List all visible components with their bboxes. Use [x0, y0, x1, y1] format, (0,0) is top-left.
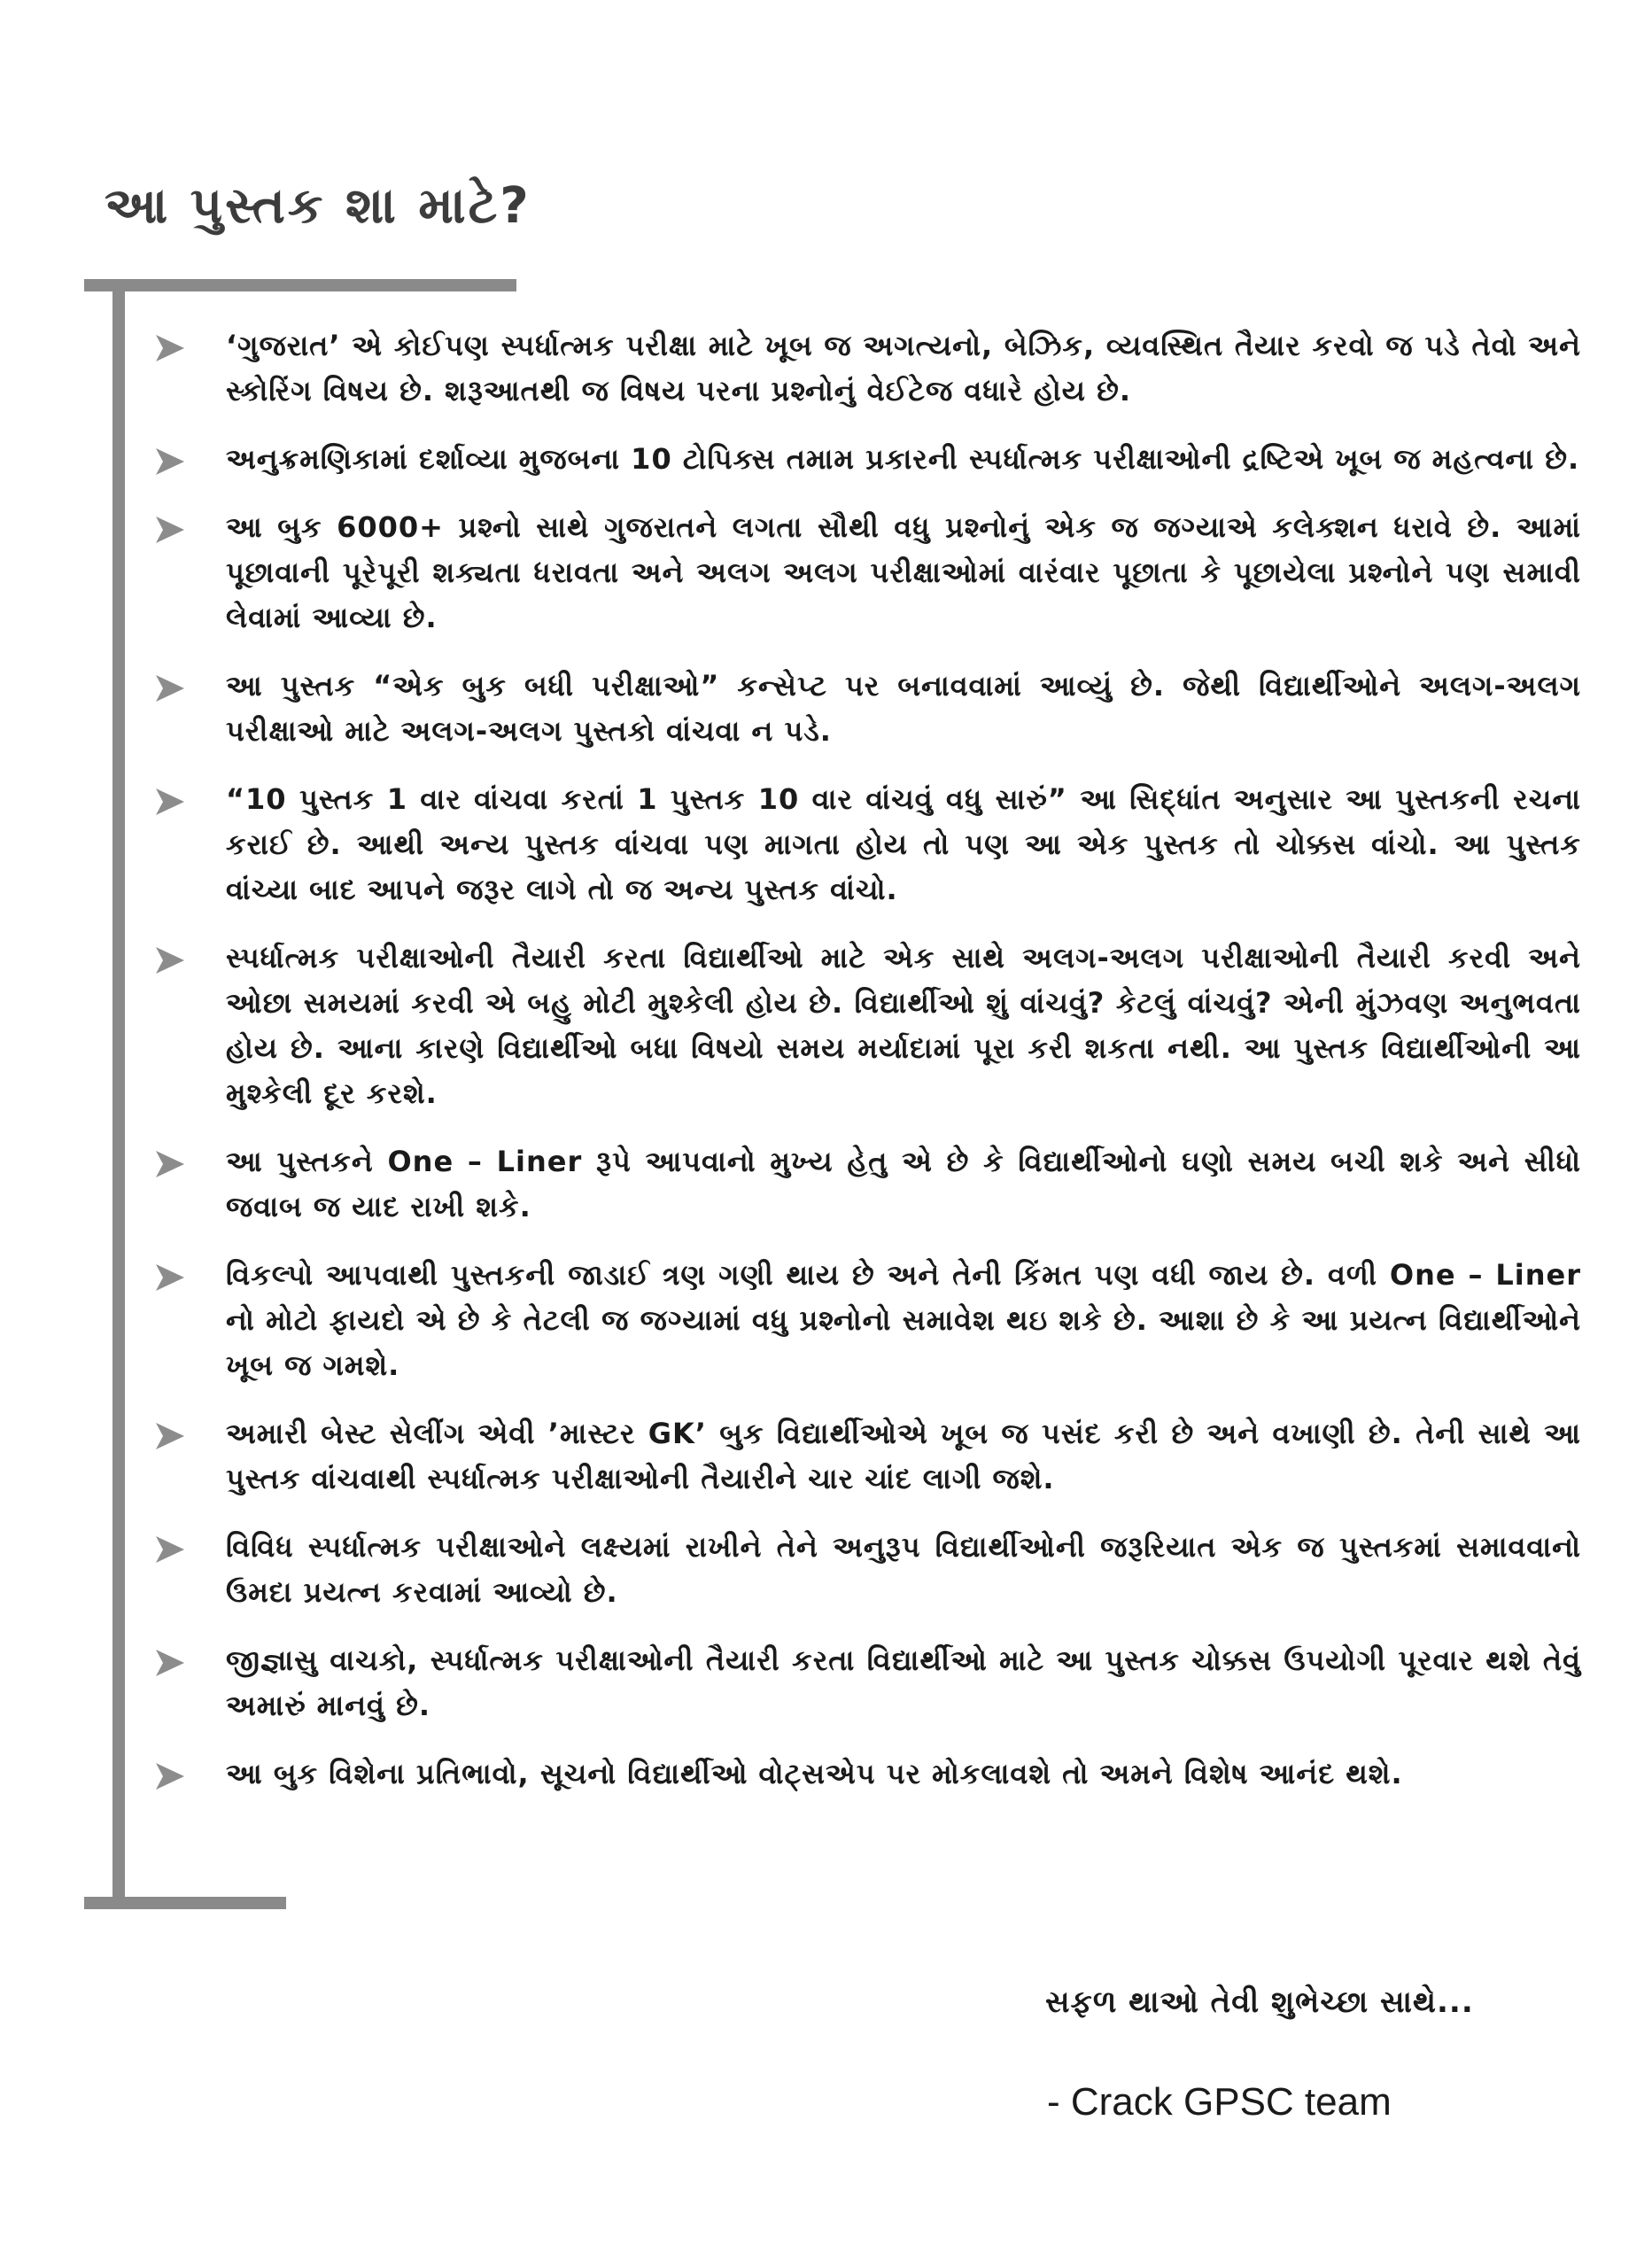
list-item-text: આ પુસ્તક “એક બુક બધી પરીક્ષાઓ” કન્સેપ્ટ પર બનાવવામાં આવ્યું છે. જેથી વિદ્યાર્થીઓને અલગ-અલગ પરીક્ષાઓ માટે અલગ-અલગ પુસ્તકો વાંચવા ન પડે. [226, 669, 1581, 748]
chevron-arrow-icon [154, 446, 186, 478]
chevron-arrow-icon [154, 1534, 186, 1565]
list-item-text: વિકલ્પો આપવાથી પુસ્તકની જાડાઈ ત્રણ ગણી થાય છે અને તેની કિંમત પણ વધી જાય છે. વળી One – Liner નો મોટો ફાયદો એ છે કે તેટલી જ જગ્યામાં વધુ પ્રશ્નોનો સમાવેશ થઇ શકે છે. આશા છે કે આ પ્રયત્ન વિદ્યાર્થીઓને ખૂબ જ ગમશે. [226, 1258, 1581, 1382]
frame-vertical-bar [112, 279, 125, 1909]
closing-wishes: સફળ થાઓ તેવી શુભેચ્છા સાથે... [1045, 1984, 1474, 2020]
list-item [151, 1253, 1581, 1388]
list-item [151, 1751, 1581, 1797]
list-item-text: “10 પુસ્તક 1 વાર વાંચવા કરતાં 1 પુસ્તક 10 વાર વાંચવું વધુ સારું” આ સિદ્ધાંત અનુસાર આ પુસ્તકની રચના કરાઈ છે. આથી અન્ય પુસ્તક વાંચવા પણ માગતા હોય તો પણ આ એક પુસ્તક તો ચોક્કસ વાંચો. આ પુસ્તક વાંચ્યા બાદ આપને જરૂર લાગે તો જ અન્ય પુસ્તક વાંચો. [226, 782, 1581, 906]
list-item-text: વિવિધ સ્પર્ધાત્મક પરીક્ષાઓને લક્ષ્યમાં રાખીને તેને અનુરૂપ વિદ્યાર્થીઓની જરૂરિયાત એક જ પુસ્તકમાં સમાવવાનો ઉમદા પ્રયત્ન કરવામાં આવ્યો છે. [226, 1530, 1581, 1609]
chevron-arrow-icon [154, 944, 186, 976]
list-item-text: સ્પર્ધાત્મક પરીક્ષાઓની તૈયારી કરતા વિદ્યાર્થીઓ માટે એક સાથે અલગ-અલગ પરીક્ષાઓની તૈયારી કરવી અને ઓછા સમયમાં કરવી એ બહુ મોટી મુશ્કેલી હોય છે. વિદ્યાર્થીઓ શું વાંચવું? કેટલું વાંચવું? એની મુંઝવણ અનુભવતા હોય છે. આના કારણે વિદ્યાર્થીઓ બધા વિષયો સમય મર્યાદામાં પૂરા કરી શકતા નથી. આ પુસ્તક વિદ્યાર્થીઓની આ મુશ્કેલી દૂર કરશે. [226, 941, 1581, 1110]
list-item-text: અનુક્રમણિકામાં દર્શાવ્યા મુજબના 10 ટોપિક્સ તમામ પ્રકારની સ્પર્ધાત્મક પરીક્ષાઓની દ્રષ્ટિએ ખૂબ જ મહત્વના છે. [226, 442, 1580, 476]
reasons-list [151, 323, 1581, 1820]
list-item-text: અમારી બેસ્ટ સેલીંગ એવી ’માસ્ટર GK’ બુક વિદ્યાર્થીઓએ ખૂબ જ પસંદ કરી છે અને વખાણી છે. તેની સાથે આ પુસ્તક વાંચવાથી સ્પર્ધાત્મક પરીક્ષાઓની તૈયારીને ચાર ચાંદ લાગી જશે. [226, 1417, 1581, 1495]
list-item-text: આ પુસ્તકને One – Liner રૂપે આપવાનો મુખ્ય હેતુ એ છે કે વિદ્યાર્થીઓનો ઘણો સમય બચી શકે અને સીધો જવાબ જ યાદ રાખી શકે. [226, 1145, 1581, 1223]
chevron-arrow-icon [154, 332, 186, 364]
chevron-arrow-icon [154, 1760, 186, 1792]
author-signature: - Crack GPSC team [1047, 2080, 1392, 2124]
list-item [151, 505, 1581, 641]
chevron-arrow-icon [154, 786, 186, 818]
chevron-arrow-icon [154, 1420, 186, 1452]
list-item-text: જીજ્ઞાસુ વાચકો, સ્પર્ધાત્મક પરીક્ષાઓની તૈયારી કરતા વિદ્યાર્થીઓ માટે આ પુસ્તક ચોક્કસ ઉપયોગી પૂરવાર થશે તેવું અમારું માનવું છે. [226, 1643, 1581, 1722]
chevron-arrow-icon [154, 514, 186, 546]
list-item [151, 1638, 1581, 1728]
list-item [151, 936, 1581, 1116]
page-title: આ પુસ્તક શા માટે? [105, 177, 531, 235]
list-item [151, 1525, 1581, 1615]
chevron-arrow-icon [154, 1148, 186, 1180]
chevron-arrow-icon [154, 1647, 186, 1679]
list-item-text: આ બુક 6000+ પ્રશ્નો સાથે ગુજરાતને લગતા સૌથી વધુ પ્રશ્નોનું એક જ જગ્યાએ કલેક્શન ધરાવે છે. આમાં પૂછાવાની પૂરેપૂરી શક્યતા ધરાવતા અને અલગ અલગ પરીક્ષાઓમાં વારંવાર પૂછાતા કે પૂછાયેલા પ્રશ્નોને પણ સમાવી લેવામાં આવ્યા છે. [226, 510, 1581, 634]
list-item [151, 777, 1581, 913]
list-item [151, 1139, 1581, 1230]
frame-top-bar [84, 279, 516, 291]
chevron-arrow-icon [154, 672, 186, 704]
frame-bottom-bar [84, 1897, 286, 1909]
list-item [151, 664, 1581, 754]
list-item [151, 323, 1581, 414]
list-item-text: આ બુક વિશેના પ્રતિભાવો, સૂચનો વિદ્યાર્થીઓ વોટ્સએપ પર મોકલાવશે તો અમને વિશેષ આનંદ થશે. [226, 1757, 1403, 1790]
list-item-text: ‘ગુજરાત’ એ કોઈપણ સ્પર્ધાત્મક પરીક્ષા માટે ખૂબ જ અગત્યનો, બેઝિક, વ્યવસ્થિત તૈયાર કરવો જ પડે તેવો અને સ્કોરિંગ વિષય છે. શરૂઆતથી જ વિષય પરના પ્રશ્નોનું વેઈટેજ વધારે હોય છે. [226, 329, 1581, 408]
chevron-arrow-icon [154, 1262, 186, 1293]
list-item [151, 1411, 1581, 1502]
list-item [151, 437, 1581, 482]
